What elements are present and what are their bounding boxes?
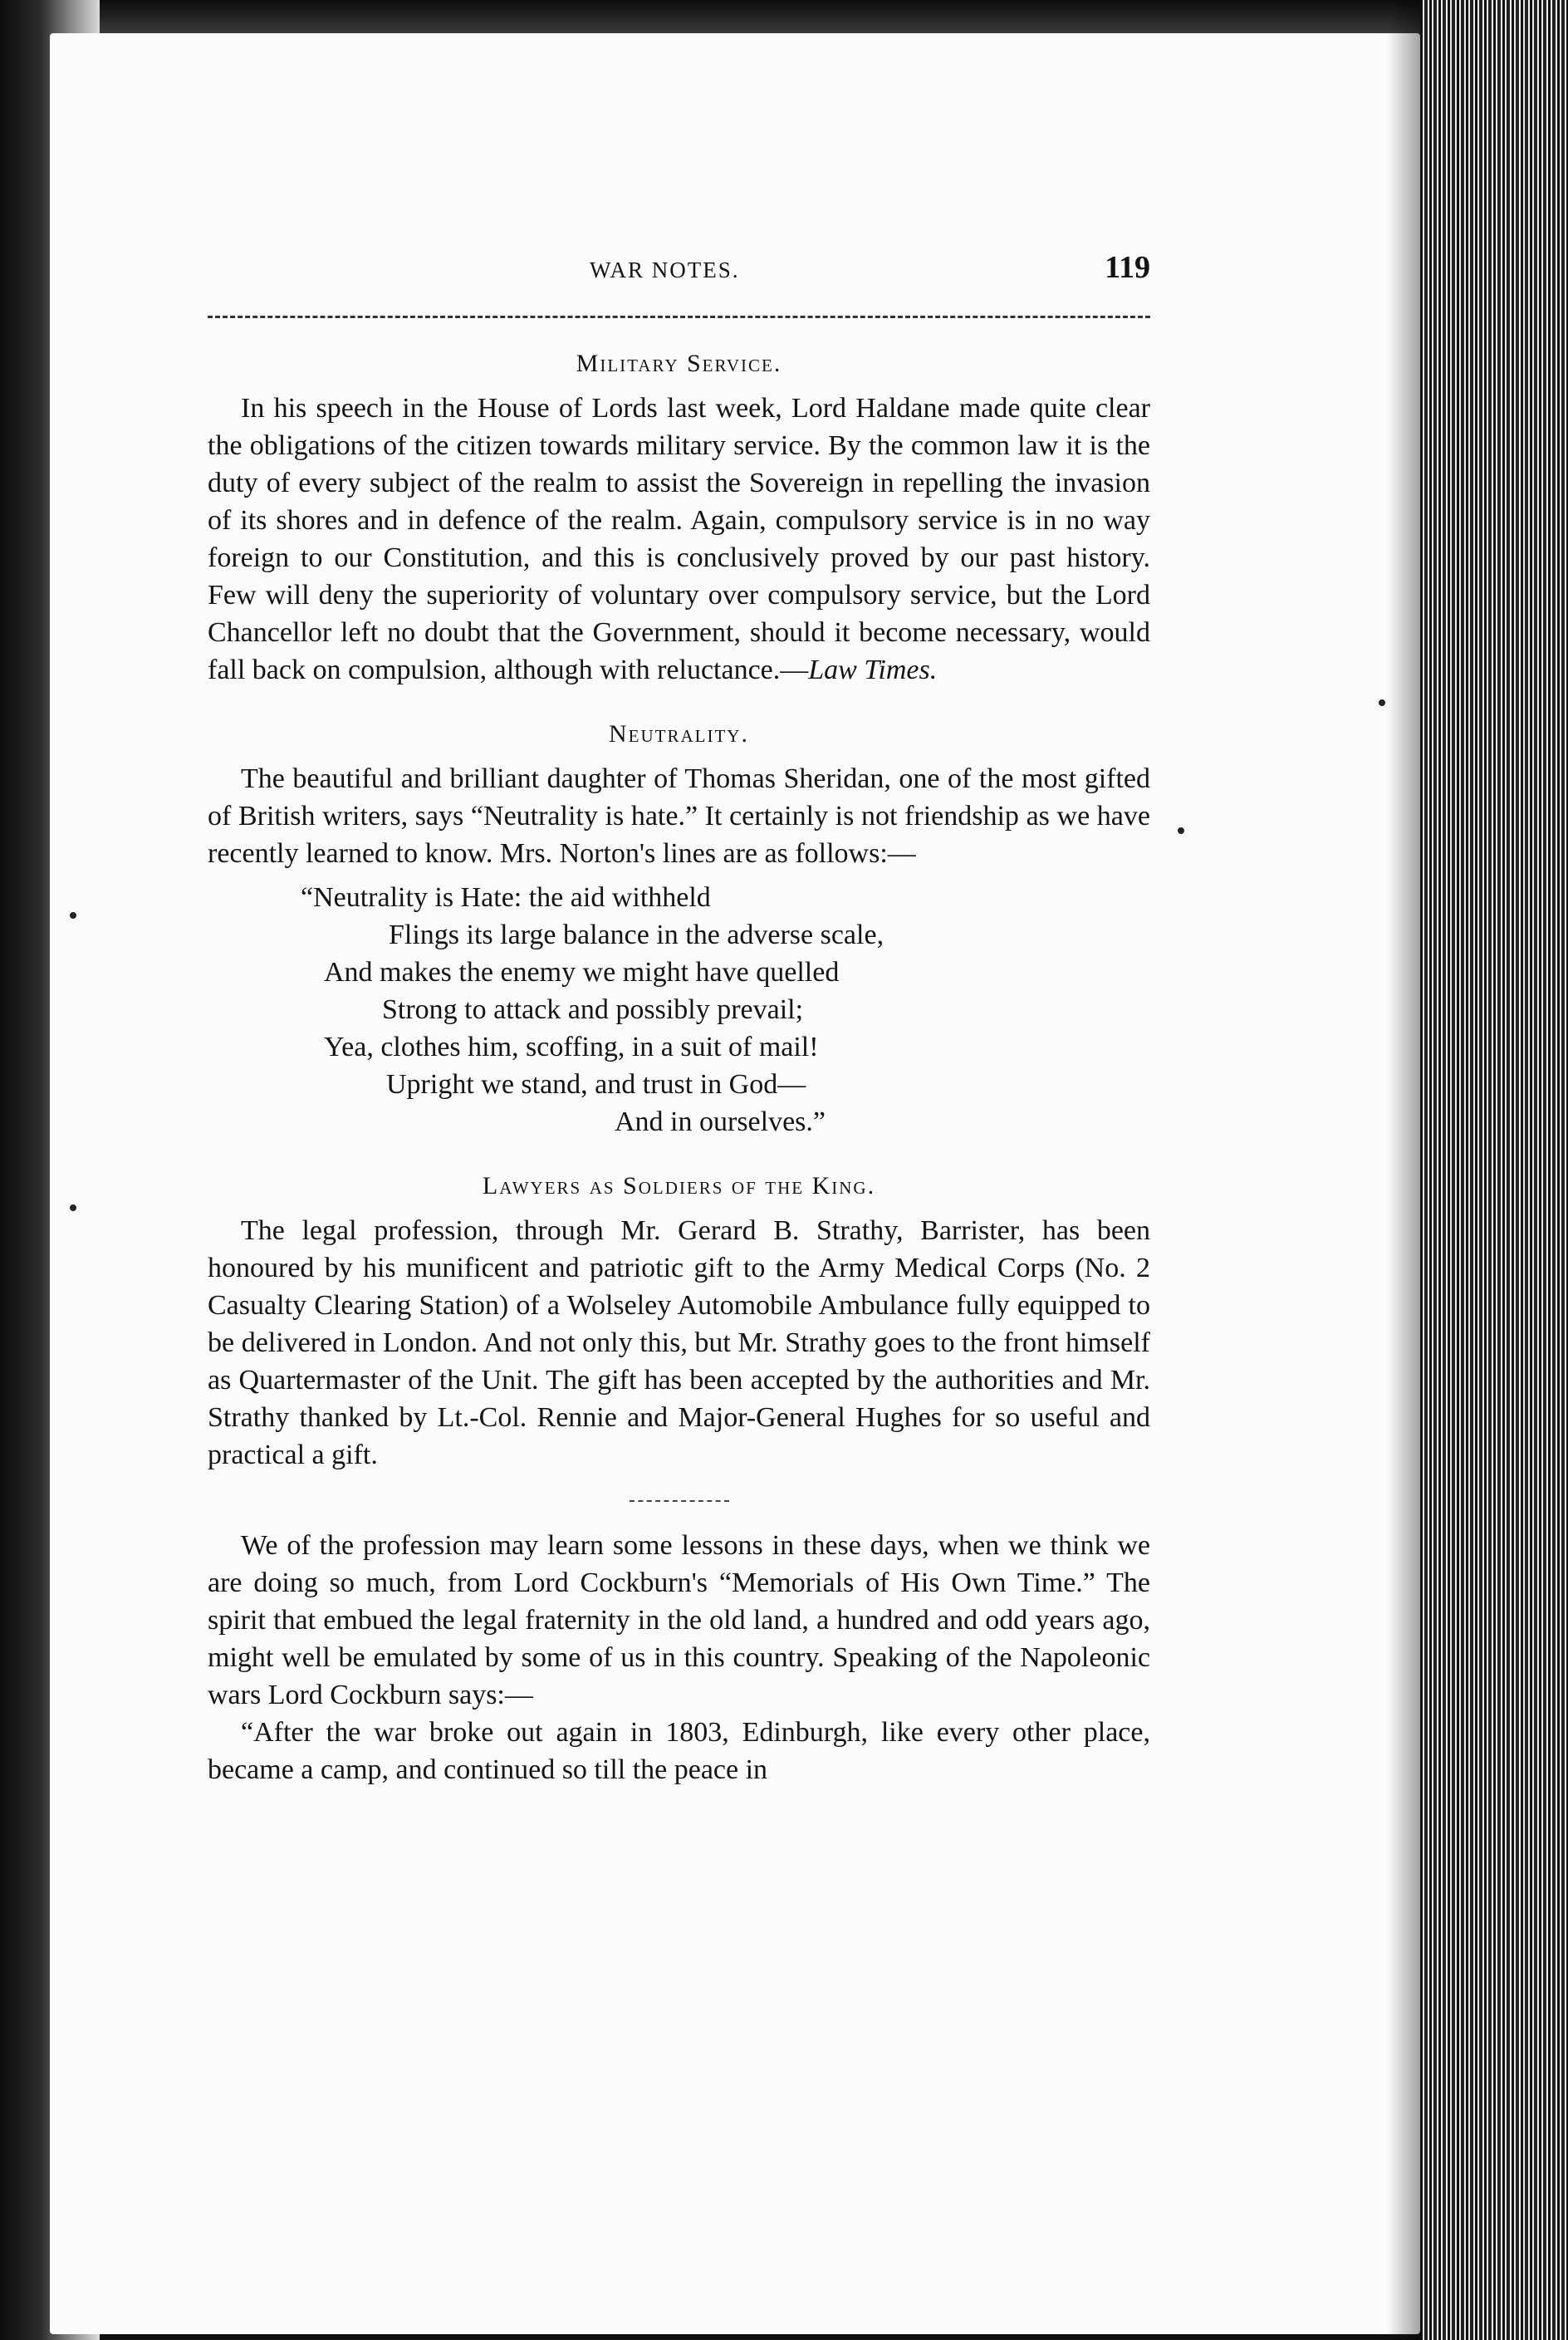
poem-line: Upright we stand, and trust in God— xyxy=(386,1069,806,1100)
paragraph-neutrality xyxy=(208,760,1150,872)
scan-speck xyxy=(1178,827,1184,834)
paragraph-text: We of the profession may learn some lessons in these days, when we think we are doing so much, from Lord Cockburn's “Memorials of His Own Time.” The spirit that embued the legal fraternity in the old land, a hundred and odd years ago, might well be emulated by some of us in this country. Speaking of the Napoleonic wars Lord Cockburn says:— xyxy=(208,1530,1150,1710)
scan-speck xyxy=(70,1204,76,1211)
paragraph-text: “After the war broke out again in 1803, Edinburgh, like every other place, became a camp, and continued so till the peace in xyxy=(208,1717,1150,1785)
section-title-neutrality: Neutrality. xyxy=(609,720,749,748)
poem-line: “Neutrality is Hate: the aid withheld xyxy=(301,882,711,913)
paragraph-closing-1 xyxy=(208,1527,1150,1714)
paragraph-text: The legal profession, through Mr. Gerard B. Strathy, Barrister, has been honoured by his munificent and patriotic gift to the Army Medical Corps (No. 2 Casualty Clearing Station) of a Wolseley Automobile Ambulance fully equipped to be delivered in London. And not only this, but Mr. Strathy goes to the front himself as Quartermaster of the Unit. The gift has been accepted by the authorities and Mr. Strathy thanked by Lt.-Col. Rennie and Major-General Hughes for so useful and practical a gift. xyxy=(208,1215,1150,1470)
paragraph-source: Law Times. xyxy=(808,655,938,685)
poem-line: Yea, clothes him, scoffing, in a suit of mail! xyxy=(324,1032,819,1062)
paragraph-closing-2 xyxy=(208,1714,1150,1788)
poem-line: Flings its large balance in the adverse scale, xyxy=(389,920,884,950)
paragraph-text: The beautiful and brilliant daughter of Thomas Sheridan, one of the most gifted of British writers, says “Neutrality is hate.” It certainly is not friendship as we have recently learned to know. Mrs. Norton's lines are as follows:— xyxy=(208,763,1150,869)
section-title-military-service: Military Service. xyxy=(576,350,782,377)
poem-line: Strong to attack and possibly prevail; xyxy=(382,994,804,1025)
header-rule xyxy=(208,316,1150,318)
poem-line: And in ourselves.” xyxy=(615,1106,826,1137)
binding-shadow xyxy=(1387,0,1420,2340)
scan-speck xyxy=(1379,699,1385,706)
paragraph-text: In his speech in the House of Lords last week, Lord Haldane made quite clear the obligations of the citizen towards military service. By the common law it is the duty of every subject of the realm to assist the Sovereign in repelling the invasion of its shores and in defence of the realm. Again, compulsory service is in no way foreign to our Constitution, and this is conclusively proved by our past history. Few will deny the superiority of voluntary over compulsory service, but the Lord Chancellor left no doubt that the Government, should it become necessary, would fall back on compulsion, although with reluctance.— xyxy=(208,393,1150,685)
section-title-lawyers-as-soldiers: Lawyers as Soldiers of the King. xyxy=(482,1172,876,1199)
page-content xyxy=(208,249,1150,1788)
page-number: 119 xyxy=(1105,250,1150,285)
paragraph-lawyers-as-soldiers xyxy=(208,1212,1150,1474)
section-separator xyxy=(630,1500,729,1502)
poem-line: And makes the enemy we might have quelled xyxy=(324,957,840,988)
running-title: WAR NOTES. xyxy=(590,258,740,282)
paragraph-military-service xyxy=(208,390,1150,689)
poem xyxy=(208,879,1150,1141)
book-binding-edge xyxy=(1420,0,1568,2340)
scan-speck xyxy=(70,912,76,919)
running-head xyxy=(208,249,1150,291)
